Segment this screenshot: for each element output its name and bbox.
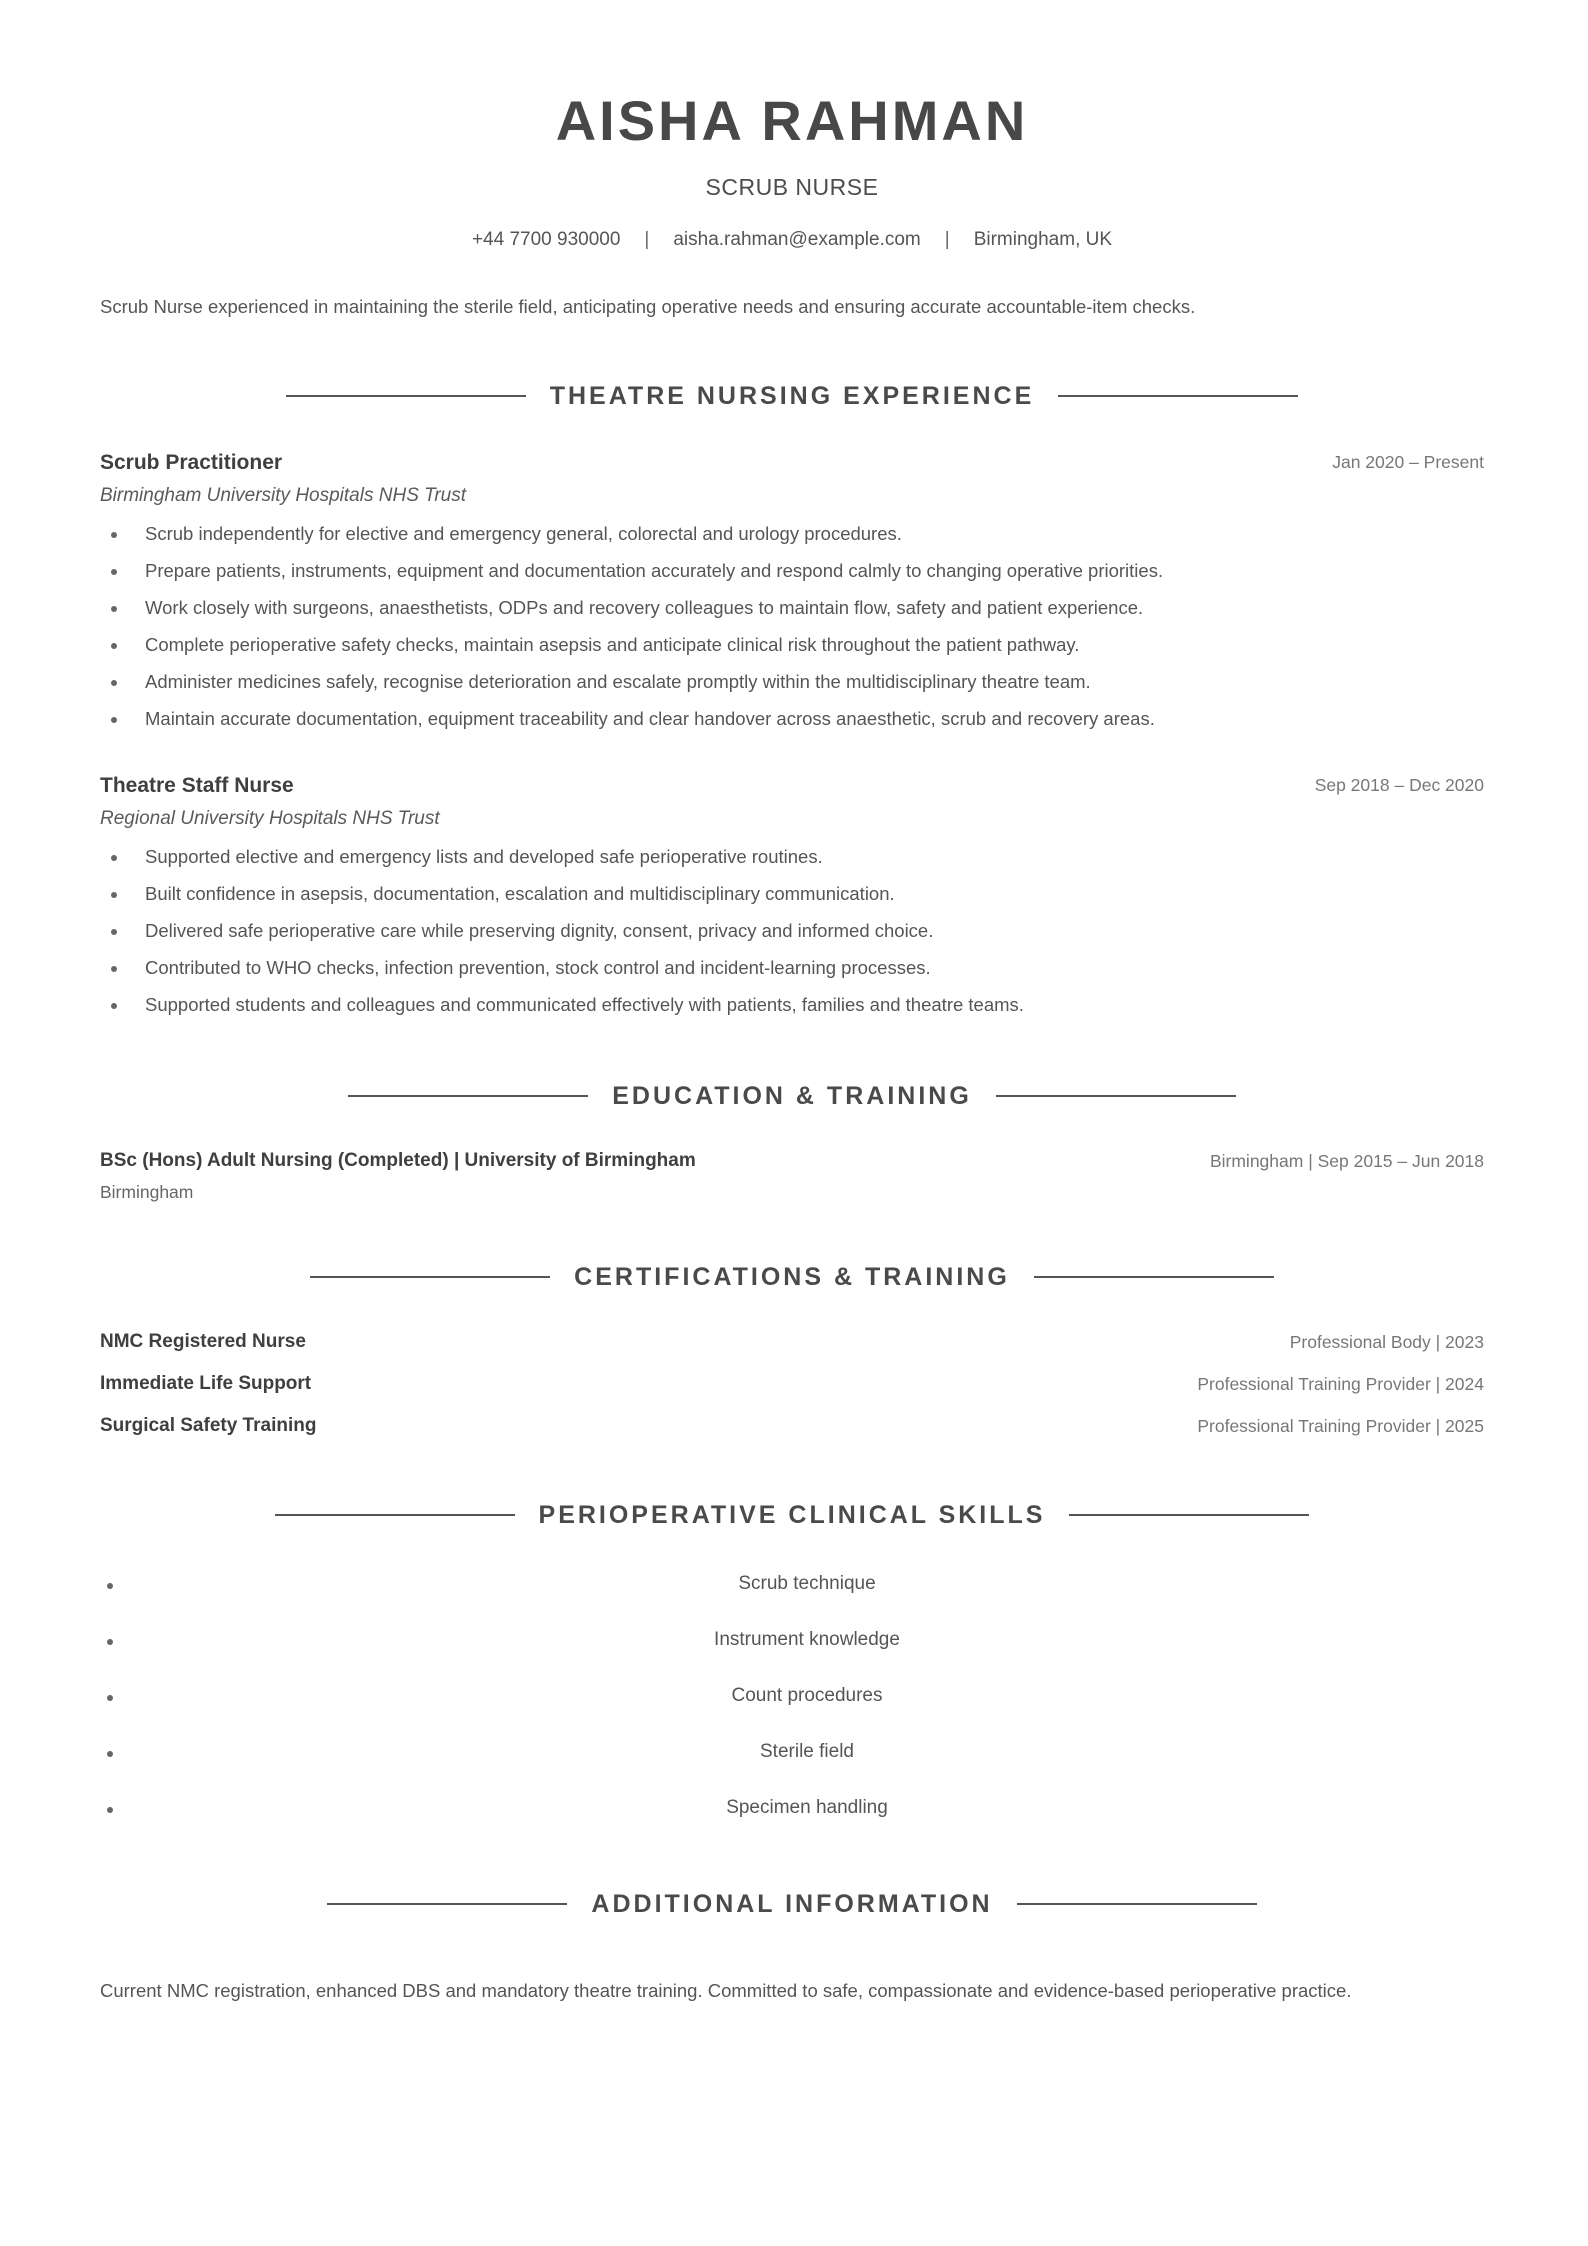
contact-separator: |	[644, 229, 650, 250]
certification-meta: Professional Training Provider | 2024	[1197, 1374, 1484, 1394]
certification-meta: Professional Training Provider | 2025	[1197, 1416, 1484, 1436]
certifications-heading	[100, 1259, 1484, 1295]
job-role: Theatre Staff Nurse	[100, 774, 294, 797]
heading-rule	[275, 1514, 515, 1516]
contact-separator: |	[944, 229, 950, 250]
education-heading	[100, 1078, 1484, 1114]
heading-rule	[327, 1903, 567, 1905]
section-title: ADDITIONAL INFORMATION	[591, 1889, 993, 1918]
location: Birmingham, UK	[973, 229, 1113, 250]
skill-label: Sterile field	[760, 1741, 854, 1762]
contact-line	[100, 229, 1484, 251]
heading-rule	[1034, 1276, 1274, 1278]
education-entry	[100, 1150, 1484, 1203]
heading-rule	[286, 395, 526, 397]
bullet-item: Maintain accurate documentation, equipment traceability and clear handover across anaesthetic, scrub and recovery areas.	[100, 706, 1484, 743]
bullet-item: Prepare patients, instruments, equipment and documentation accurately and respond calmly to changing operative priorities.	[100, 558, 1484, 595]
heading-rule	[348, 1095, 588, 1097]
heading-rule	[1017, 1903, 1257, 1905]
skill-item	[100, 1573, 1484, 1603]
skill-item	[100, 1685, 1484, 1715]
section-title: CERTIFICATIONS & TRAINING	[574, 1262, 1010, 1291]
experience-heading	[100, 378, 1484, 414]
certification-meta: Professional Body | 2023	[1289, 1332, 1484, 1352]
bullet-item: Supported students and colleagues and communicated effectively with patients, families and theatre teams.	[100, 992, 1484, 1029]
heading-rule	[1058, 395, 1298, 397]
bullet-item: Supported elective and emergency lists and developed safe perioperative routines.	[100, 844, 1484, 881]
job-bullets	[100, 521, 1484, 743]
additional-heading	[100, 1886, 1484, 1922]
profile-summary: Scrub Nurse experienced in maintaining the sterile field, anticipating operative needs and ensuring accurate accountable-item checks.	[100, 296, 1196, 317]
skill-item	[100, 1629, 1484, 1659]
heading-rule	[310, 1276, 550, 1278]
section-title: EDUCATION & TRAINING	[612, 1081, 972, 1110]
skill-label: Scrub technique	[738, 1573, 876, 1594]
degree: BSc (Hons) Adult Nursing (Completed) | University of Birmingham	[100, 1150, 696, 1171]
bullet-item: Delivered safe perioperative care while preserving dignity, consent, privacy and informed choice.	[100, 918, 1484, 955]
education-location: Birmingham	[100, 1182, 194, 1202]
additional-info-text: Current NMC registration, enhanced DBS and mandatory theatre training. Committed to safe, compassionate and evidence-based perioperative practice.	[100, 1980, 1352, 2001]
certification-name: NMC Registered Nurse	[100, 1331, 306, 1352]
bullet-item: Built confidence in asepsis, documentation, escalation and multidisciplinary communication.	[100, 881, 1484, 918]
skill-label: Count procedures	[731, 1685, 883, 1706]
certification-row	[100, 1331, 1484, 1361]
job-organisation: Regional University Hospitals NHS Trust	[100, 808, 440, 829]
bullet-item: Complete perioperative safety checks, maintain asepsis and anticipate clinical risk throughout the patient pathway.	[100, 632, 1484, 669]
candidate-title: SCRUB NURSE	[705, 174, 879, 200]
certification-name: Surgical Safety Training	[100, 1415, 317, 1436]
heading-rule	[1069, 1514, 1309, 1516]
education-meta: Birmingham | Sep 2015 – Jun 2018	[1209, 1151, 1484, 1171]
skill-label: Instrument knowledge	[714, 1629, 900, 1650]
section-title: PERIOPERATIVE CLINICAL SKILLS	[538, 1500, 1046, 1529]
job-organisation: Birmingham University Hospitals NHS Trust	[100, 485, 467, 506]
heading-rule	[996, 1095, 1236, 1097]
skills-heading	[100, 1497, 1484, 1533]
candidate-name: AISHA RAHMAN	[555, 89, 1029, 152]
bullet-item: Scrub independently for elective and emergency general, colorectal and urology procedures.	[100, 521, 1484, 558]
certification-row	[100, 1373, 1484, 1403]
bullet-item: Administer medicines safely, recognise deterioration and escalate promptly within the multidisciplinary theatre team.	[100, 669, 1484, 706]
certification-name: Immediate Life Support	[100, 1373, 312, 1394]
bullet-item: Work closely with surgeons, anaesthetists, ODPs and recovery colleagues to maintain flow, safety and patient experience.	[100, 595, 1484, 632]
bullet-item: Contributed to WHO checks, infection prevention, stock control and incident-learning processes.	[100, 955, 1484, 992]
email-address: aisha.rahman@example.com	[673, 229, 921, 250]
section-title: THEATRE NURSING EXPERIENCE	[549, 381, 1035, 410]
certification-row	[100, 1415, 1484, 1445]
phone-number: +44 7700 930000	[471, 229, 621, 250]
job-entry	[100, 451, 1484, 743]
job-role: Scrub Practitioner	[100, 451, 283, 474]
skill-item	[100, 1741, 1484, 1771]
skill-item	[100, 1797, 1484, 1827]
job-entry	[100, 774, 1484, 1029]
job-bullets	[100, 844, 1484, 1029]
skill-label: Specimen handling	[726, 1797, 888, 1818]
job-dates: Sep 2018 – Dec 2020	[1314, 775, 1484, 795]
job-dates: Jan 2020 – Present	[1332, 452, 1484, 472]
